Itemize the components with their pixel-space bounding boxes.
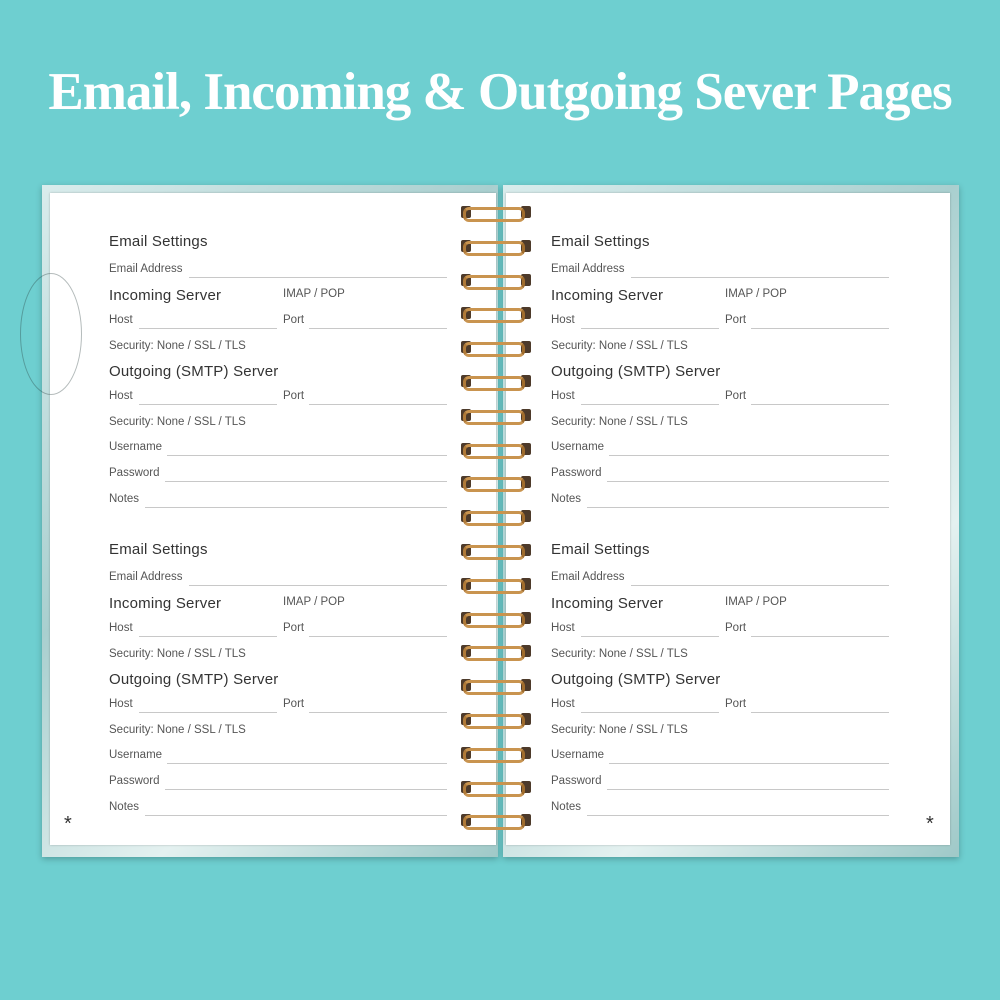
spiral-ring (461, 746, 535, 760)
imap-pop-label: IMAP / POP (283, 596, 345, 608)
spiral-ring (461, 644, 535, 658)
host-label: Host (551, 622, 575, 634)
spiral-ring (461, 813, 535, 827)
incoming-server-heading: Incoming Server (109, 287, 222, 304)
coil-loop (463, 579, 525, 594)
port-label: Port (283, 698, 305, 710)
email-address-line[interactable] (189, 585, 447, 586)
right-page (506, 193, 950, 845)
username-label: Username (109, 441, 163, 453)
host-label: Host (551, 698, 575, 710)
notes-line[interactable] (587, 507, 889, 508)
email-address-line[interactable] (189, 277, 447, 278)
host-label: Host (109, 390, 133, 402)
coil-loop (463, 815, 525, 830)
password-label: Password (551, 467, 602, 479)
email-settings-heading: Email Settings (551, 233, 650, 250)
coil-loop (463, 511, 525, 526)
password-line[interactable] (165, 481, 447, 482)
coil-loop (463, 782, 525, 797)
coil-loop (463, 714, 525, 729)
host-label: Host (109, 314, 133, 326)
username-label: Username (551, 749, 605, 761)
password-line[interactable] (165, 789, 447, 790)
outgoing-server-heading: Outgoing (SMTP) Server (109, 671, 279, 688)
port-line[interactable] (309, 404, 447, 405)
email-settings-heading: Email Settings (109, 541, 208, 558)
coil-loop (463, 241, 525, 256)
port-label: Port (725, 314, 747, 326)
headline: Email, Incoming & Outgoing Sever Pages (48, 63, 952, 121)
outgoing-server-heading: Outgoing (SMTP) Server (109, 363, 279, 380)
port-label: Port (283, 390, 305, 402)
host-line[interactable] (139, 712, 277, 713)
outgoing-server-heading: Outgoing (SMTP) Server (551, 363, 721, 380)
email-settings-heading: Email Settings (109, 233, 208, 250)
host-line[interactable] (581, 636, 719, 637)
port-line[interactable] (751, 636, 889, 637)
email-settings-block (551, 223, 891, 503)
password-label: Password (109, 467, 160, 479)
host-label: Host (551, 314, 575, 326)
security-options: Security: None / SSL / TLS (551, 648, 688, 660)
port-label: Port (725, 622, 747, 634)
host-line[interactable] (581, 404, 719, 405)
notes-line[interactable] (145, 815, 447, 816)
port-line[interactable] (751, 404, 889, 405)
notes-label: Notes (109, 801, 140, 813)
email-address-label: Email Address (551, 263, 625, 275)
floral-swirl-decoration (20, 273, 82, 395)
spiral-ring (461, 273, 535, 287)
spiral-ring (461, 577, 535, 591)
notes-label: Notes (109, 493, 140, 505)
port-line[interactable] (309, 328, 447, 329)
email-address-label: Email Address (109, 263, 183, 275)
notes-line[interactable] (587, 815, 889, 816)
security-options: Security: None / SSL / TLS (109, 724, 246, 736)
host-label: Host (109, 698, 133, 710)
incoming-server-heading: Incoming Server (109, 595, 222, 612)
coil-loop (463, 275, 525, 290)
username-label: Username (109, 749, 163, 761)
page-mark: * (926, 813, 934, 835)
port-line[interactable] (751, 712, 889, 713)
username-line[interactable] (609, 763, 889, 764)
spiral-ring (461, 678, 535, 692)
coil-loop (463, 477, 525, 492)
password-label: Password (551, 775, 602, 787)
port-label: Port (283, 622, 305, 634)
spiral-ring (461, 374, 535, 388)
coil-loop (463, 748, 525, 763)
coil-loop (463, 342, 525, 357)
spiral-ring (461, 475, 535, 489)
username-line[interactable] (167, 455, 447, 456)
host-line[interactable] (581, 328, 719, 329)
password-line[interactable] (607, 789, 889, 790)
spiral-ring (461, 543, 535, 557)
spiral-ring (461, 239, 535, 253)
incoming-server-heading: Incoming Server (551, 287, 664, 304)
imap-pop-label: IMAP / POP (725, 288, 787, 300)
security-options: Security: None / SSL / TLS (109, 340, 246, 352)
username-line[interactable] (167, 763, 447, 764)
port-line[interactable] (309, 636, 447, 637)
host-line[interactable] (139, 328, 277, 329)
security-options: Security: None / SSL / TLS (551, 340, 688, 352)
email-settings-block (109, 223, 449, 503)
coil-loop (463, 207, 525, 222)
notes-label: Notes (551, 801, 582, 813)
coil-loop (463, 376, 525, 391)
coil-loop (463, 410, 525, 425)
imap-pop-label: IMAP / POP (283, 288, 345, 300)
host-line[interactable] (139, 404, 277, 405)
port-label: Port (725, 390, 747, 402)
username-line[interactable] (609, 455, 889, 456)
spiral-ring (461, 306, 535, 320)
password-line[interactable] (607, 481, 889, 482)
spiral-ring (461, 205, 535, 219)
spiral-binding (461, 205, 537, 845)
port-label: Port (725, 698, 747, 710)
coil-loop (463, 646, 525, 661)
incoming-server-heading: Incoming Server (551, 595, 664, 612)
email-address-line[interactable] (631, 277, 889, 278)
port-line[interactable] (309, 712, 447, 713)
notes-line[interactable] (145, 507, 447, 508)
email-address-label: Email Address (551, 571, 625, 583)
left-page (50, 193, 496, 845)
page-mark: * (64, 813, 72, 835)
host-line[interactable] (139, 636, 277, 637)
email-settings-block (109, 531, 449, 811)
email-settings-heading: Email Settings (551, 541, 650, 558)
coil-loop (463, 444, 525, 459)
coil-loop (463, 613, 525, 628)
host-label: Host (551, 390, 575, 402)
spiral-ring (461, 611, 535, 625)
security-options: Security: None / SSL / TLS (551, 416, 688, 428)
coil-loop (463, 545, 525, 560)
security-options: Security: None / SSL / TLS (551, 724, 688, 736)
spiral-ring (461, 340, 535, 354)
port-label: Port (283, 314, 305, 326)
security-options: Security: None / SSL / TLS (109, 648, 246, 660)
email-address-label: Email Address (109, 571, 183, 583)
spiral-notebook (40, 185, 960, 860)
username-label: Username (551, 441, 605, 453)
host-line[interactable] (581, 712, 719, 713)
email-address-line[interactable] (631, 585, 889, 586)
imap-pop-label: IMAP / POP (725, 596, 787, 608)
coil-loop (463, 680, 525, 695)
password-label: Password (109, 775, 160, 787)
email-settings-block (551, 531, 891, 811)
outgoing-server-heading: Outgoing (SMTP) Server (551, 671, 721, 688)
security-options: Security: None / SSL / TLS (109, 416, 246, 428)
spiral-ring (461, 408, 535, 422)
spiral-ring (461, 509, 535, 523)
spiral-ring (461, 780, 535, 794)
notes-label: Notes (551, 493, 582, 505)
coil-loop (463, 308, 525, 323)
port-line[interactable] (751, 328, 889, 329)
spiral-ring (461, 442, 535, 456)
host-label: Host (109, 622, 133, 634)
spiral-ring (461, 712, 535, 726)
